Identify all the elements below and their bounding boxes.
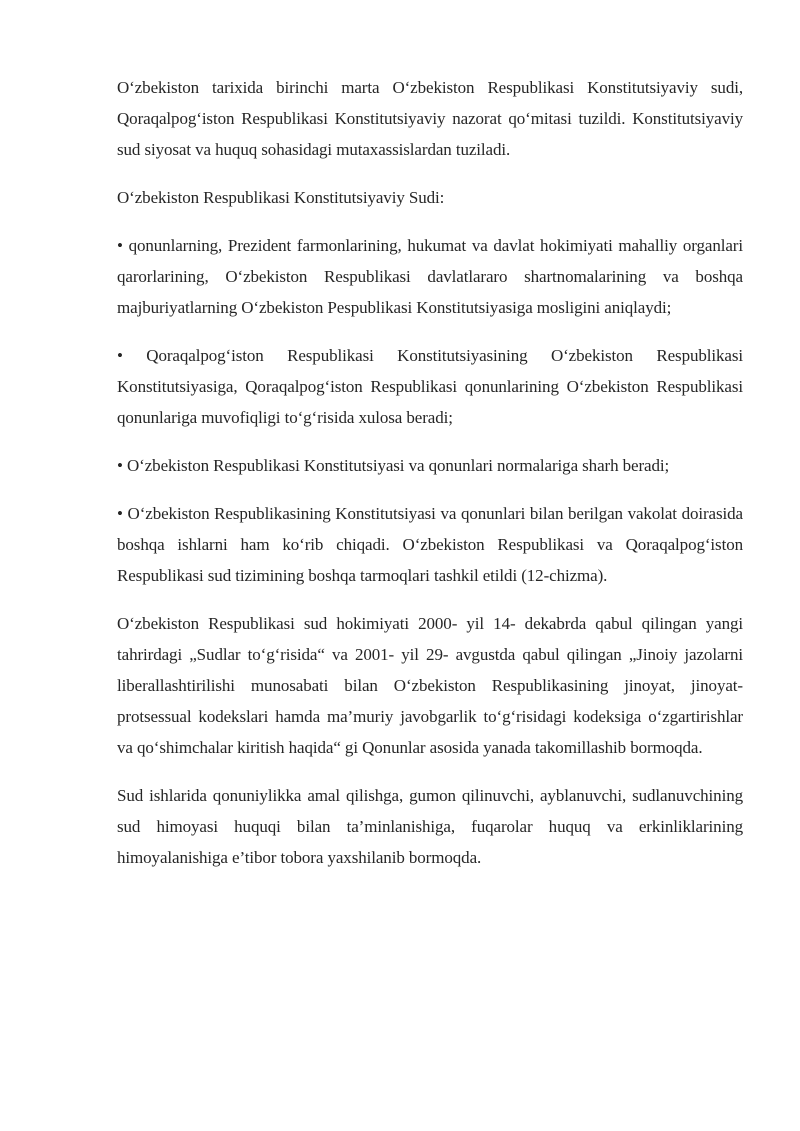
paragraph-laws: O‘zbekiston Respublikasi sud hokimiyati 2000- yil 14- dekabrda qabul qilingan yangi tahrirdagi „Sudlar to‘g‘risida“ va 2001- yil 29- avgustda qabul qilingan „Jinoiy jazolarni liberallashtirilishi munosabati bilan O‘zbekiston Respublikasining jinoyat, jinoyat-protsessual kodekslari hamda ma’muriy javobgarlik to‘g‘risidagi kodeksiga o‘zgartirishlar va qo‘shimchalar kiritish haqida“ gi Qonunlar asosida yanada takomillashib bormoqda. — [117, 614, 743, 757]
paragraph-rights: Sud ishlarida qonuniylikka amal qilishga, gumon qilinuvchi, ayblanuvchi, sudlanuvchining sud himoyasi huquqi bilan ta’minlanishiga, fuqarolar huquq va erkinliklarining himoyalanishiga e’tibor tobora yaxshilanib bormoqda. — [117, 786, 743, 867]
paragraph-bullet-2: • Qoraqalpog‘iston Respublikasi Konstitutsiyasining O‘zbekiston Respublikasi Konstitutsiyasiga, Qoraqalpog‘iston Respublikasi qonunlarining O‘zbekiston Respublikasi qonunlariga muvofiqligi to‘g‘risida xulosa beradi; — [117, 346, 743, 427]
document-page — [117, 72, 743, 890]
paragraph-bullet-1: • qonunlarning, Prezident farmonlarining, hukumat va davlat hokimiyati mahalliy organlari qarorlarining, O‘zbekiston Respublikasi davlatlararo shartnomalarining va boshqa majburiyatlarning O‘zbekiston Pespublikasi Konstitutsiyasiga mosligini aniqlaydi; — [117, 236, 743, 317]
paragraph-bullet-4: • O‘zbekiston Respublikasining Konstitutsiyasi va qonunlari bilan berilgan vakolat doirasida boshqa ishlarni ham ko‘rib chiqadi. O‘zbekiston Respublikasi va Qoraqalpog‘iston Respublikasi sud tizimining boshqa tarmoqlari tashkil etildi (12-chizma). — [117, 504, 743, 585]
paragraph-court-heading: O‘zbekiston Respublikasi Konstitutsiyaviy Sudi: — [117, 188, 445, 207]
paragraph-intro: O‘zbekiston tarixida birinchi marta O‘zbekiston Respublikasi Konstitutsiyaviy sudi, Qoraqalpog‘iston Respublikasi Konstitutsiyaviy nazorat qo‘mitasi tuzildi. Konstitutsiyaviy sud siyosat va huquq sohasidagi mutaxassislardan tuziladi. — [117, 78, 743, 159]
paragraph-bullet-3: • O‘zbekiston Respublikasi Konstitutsiyasi va qonunlari normalariga sharh beradi; — [117, 456, 670, 475]
